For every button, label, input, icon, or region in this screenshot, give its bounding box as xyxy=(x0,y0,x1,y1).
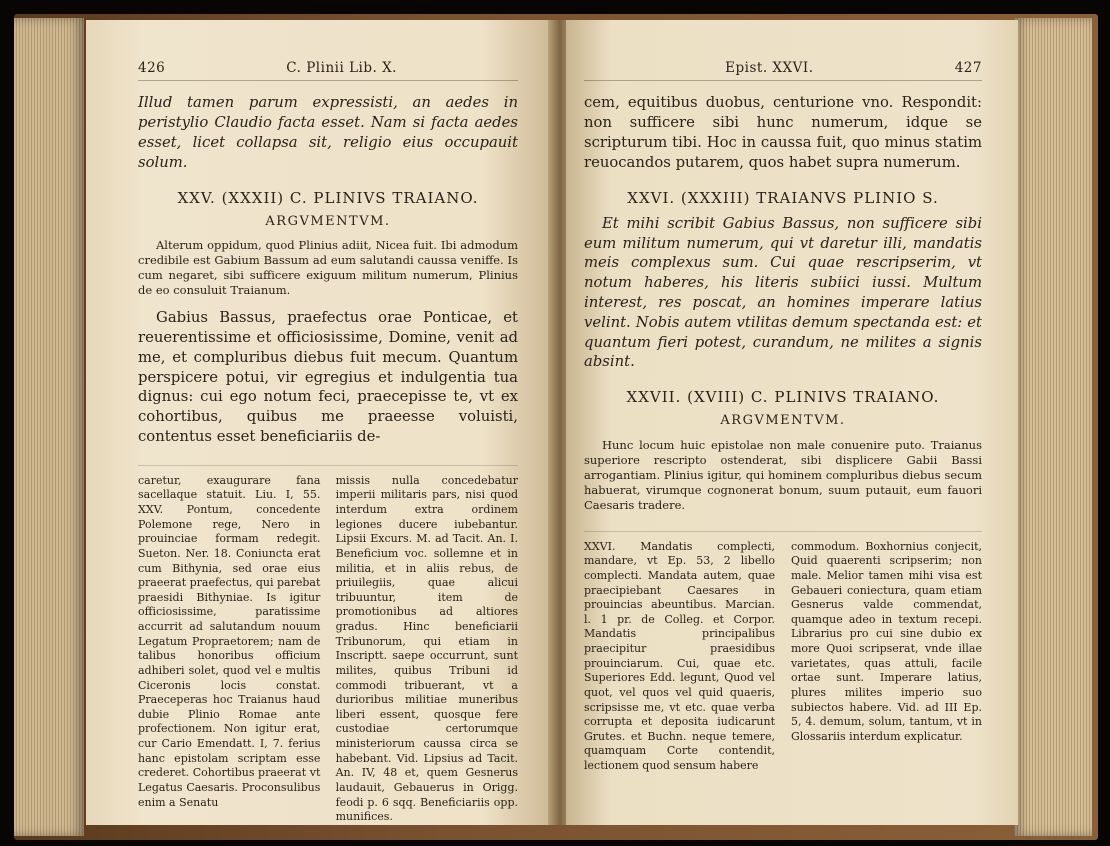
letter-xxvi-title: XXVI. (XXXIII) TRAIANVS PLINIO S. xyxy=(627,188,939,207)
left-page xyxy=(86,20,552,825)
argumentum-text: Alterum oppidum, quod Plinius adiit, Nicea fuit. Ibi admodum credibile est Gabium Bassum ad eum salutandi caussa veniffe. Is cum negaret, sibi sufficere exiguum militum numerum, Plinius de eo consuluit Traianum. xyxy=(138,238,518,298)
right-page-edges xyxy=(1014,18,1092,836)
right-footnotes xyxy=(584,531,982,774)
letter-xxvi-body: Et mihi scribit Gabius Bassus, non sufficere sibi eum militum numerum, qui vt daretur illi, mandatis meis complexus sum. Cui quae rescripserim, vt notum haberes, his literis subiici iussi. Multum interest, res poscat, an homines imperare latius velint. Nobis autem vtilitas demum spectanda est: et quantum fieri potest, curandum, ne milites a signis absint. xyxy=(584,214,982,371)
left-running-head xyxy=(138,60,518,81)
right-note-column-2: commodum. Boxhornius conjecit, Quid quaerenti scripserim; non male. Melior tamen mihi visa est Gebaueri coniectura, quam etiam Gesnerus valde commendat, quamque adeo in textum recepi. Librarius pro cui sine dubio ex more Quoi scripserat, vnde illae varietates, quas attuli, facile ortae sunt. Imperare latius, plures milites imperio suo subiectos habere. Vid. ad III Ep. 5, 4. demum, solum, tantum, vt in Glossariis interdum explicatur. xyxy=(790,539,982,743)
letter-xxv-title: XXV. (XXXII) C. PLINIVS TRAIANO. xyxy=(177,188,479,207)
letter-xxvii-title: XXVII. (XVIII) C. PLINIVS TRAIANO. xyxy=(626,388,940,407)
right-running-title: Epist. XXVI. xyxy=(725,60,814,76)
left-note-column-2: missis nulla concedebatur imperii militaris pars, nisi quod interdum extra ordinem legiones ducere iubebantur. Lipsii Excurs. M. ad Tacit. An. I. Beneficium voc. sollemne et in militia, et in aliis rebus, de priuilegiis, quae alicui tribuuntur, item de promotionibus ad altiores gradus. Hinc beneficiarii Tribunorum, qui etiam in Inscriptt. saepe occurrunt, sunt milites, quibus Tribuni id commodi tribuerant, vt a durioribus militiae muneribus liberi essent, quosque fere custodiae certorumque ministeriorum caussa circa se habebant. Vid. Lipsius ad Tacit. An. IV, 48 et, quem Gesnerus laudauit, Gebauerus in Origg. feodi p. 6 sqq. Beneficiariis opp. munifices. xyxy=(335,473,518,824)
right-running-head xyxy=(584,60,982,81)
letter-xxv-continuation: cem, equitibus duobus, centurione vno. Respondit: non sufficere sibi hunc numerum, idque se scripturum tibi. Hoc in caussa fuit, quo minus statim reuocandos putarem, quos habet supra numerum. xyxy=(584,94,982,171)
argumentum-text-2: Hunc locum huic epistolae non male conuenire puto. Traianus superiore rescripto ostenderat, sibi displicere Gabii Bassi arrogantiam. Plinius igitur, qui hominem compluribus diebus secum habuerat, virumque cognonerat bonum, suum putauit, eum fauori Caesaris tradere. xyxy=(584,438,982,512)
argumentum-heading-2: ARGVMENTVM. xyxy=(720,413,846,429)
letter-xxv-body: Gabius Bassus, praefectus orae Ponticae, et reuerentissime et officiosissime, Domine, venit ad me, et compluribus diebus fuit mecum. Quantum perspicere potui, vir egregius et indulgentia tua dignus: cui ego notum feci, praecepisse te, vt ex cohortibus, quibus me praeesse voluisti, contentus esset beneficiariis de- xyxy=(138,309,518,445)
argumentum-heading: ARGVMENTVM. xyxy=(265,213,391,229)
left-page-edges xyxy=(14,18,84,836)
right-page-number: 427 xyxy=(954,60,982,76)
left-page-number: 426 xyxy=(138,60,166,76)
left-note-column-1: caretur, exaugurare fana sacellaque statuit. Liu. I, 55. XXV. Pontum, concedente Polemone rege, Nero in prouinciae formam redegit. Sueton. Ner. 18. Coniuncta erat cum Bithynia, sed orae eius praeerat praefectus, qui parebat praesidi Bithyniae. Is igitur officiosissime, paratissime accurrit ad salutandum nouum Legatum Propraetorem; nam de talibus honoribus officium adhiberi solet, quod vel e multis Ciceronis locis constat. Praeceperas hoc Traianus haud dubie Plinio Romae ante profectionem. Non igitur erat, cur Cario Emendatt. I, 7. ferius hanc epistolam scriptam esse crederet. Cohortibus praeerat vt Legatus Caesaris. Proconsulibus enim a Senatu xyxy=(138,473,321,809)
left-intro-text: Illud tamen parum expressisti, an aedes in peristylio Claudio facta esset. Nam si facta aedes esset, licet collapsa sit, religio eius occupauit solum. xyxy=(138,94,518,171)
left-running-title: C. Plinii Lib. X. xyxy=(286,60,397,76)
right-page xyxy=(566,20,1018,825)
right-note-column-1: XXVI. Mandatis complecti, mandare, vt Ep. 53, 2 libello complecti. Mandata autem, quae praecipiebant Caesares in prouincias abeuntibus. Marcian. l. 1 pr. de Colleg. et Corpor. Mandatis principalibus praecipitur praesidibus prouinciarum. Cui, quae etc. Superiores Edd. legunt, Quod vel quot, vel quos vel quid quaeris, scripsisse me, vt etc. quae verba corrupta et deposita iudicarunt Grutes. et Buchn. neque temere, quamquam Corte contendit, lectionem quod sensum habere xyxy=(584,539,776,773)
left-footnotes xyxy=(138,465,518,825)
